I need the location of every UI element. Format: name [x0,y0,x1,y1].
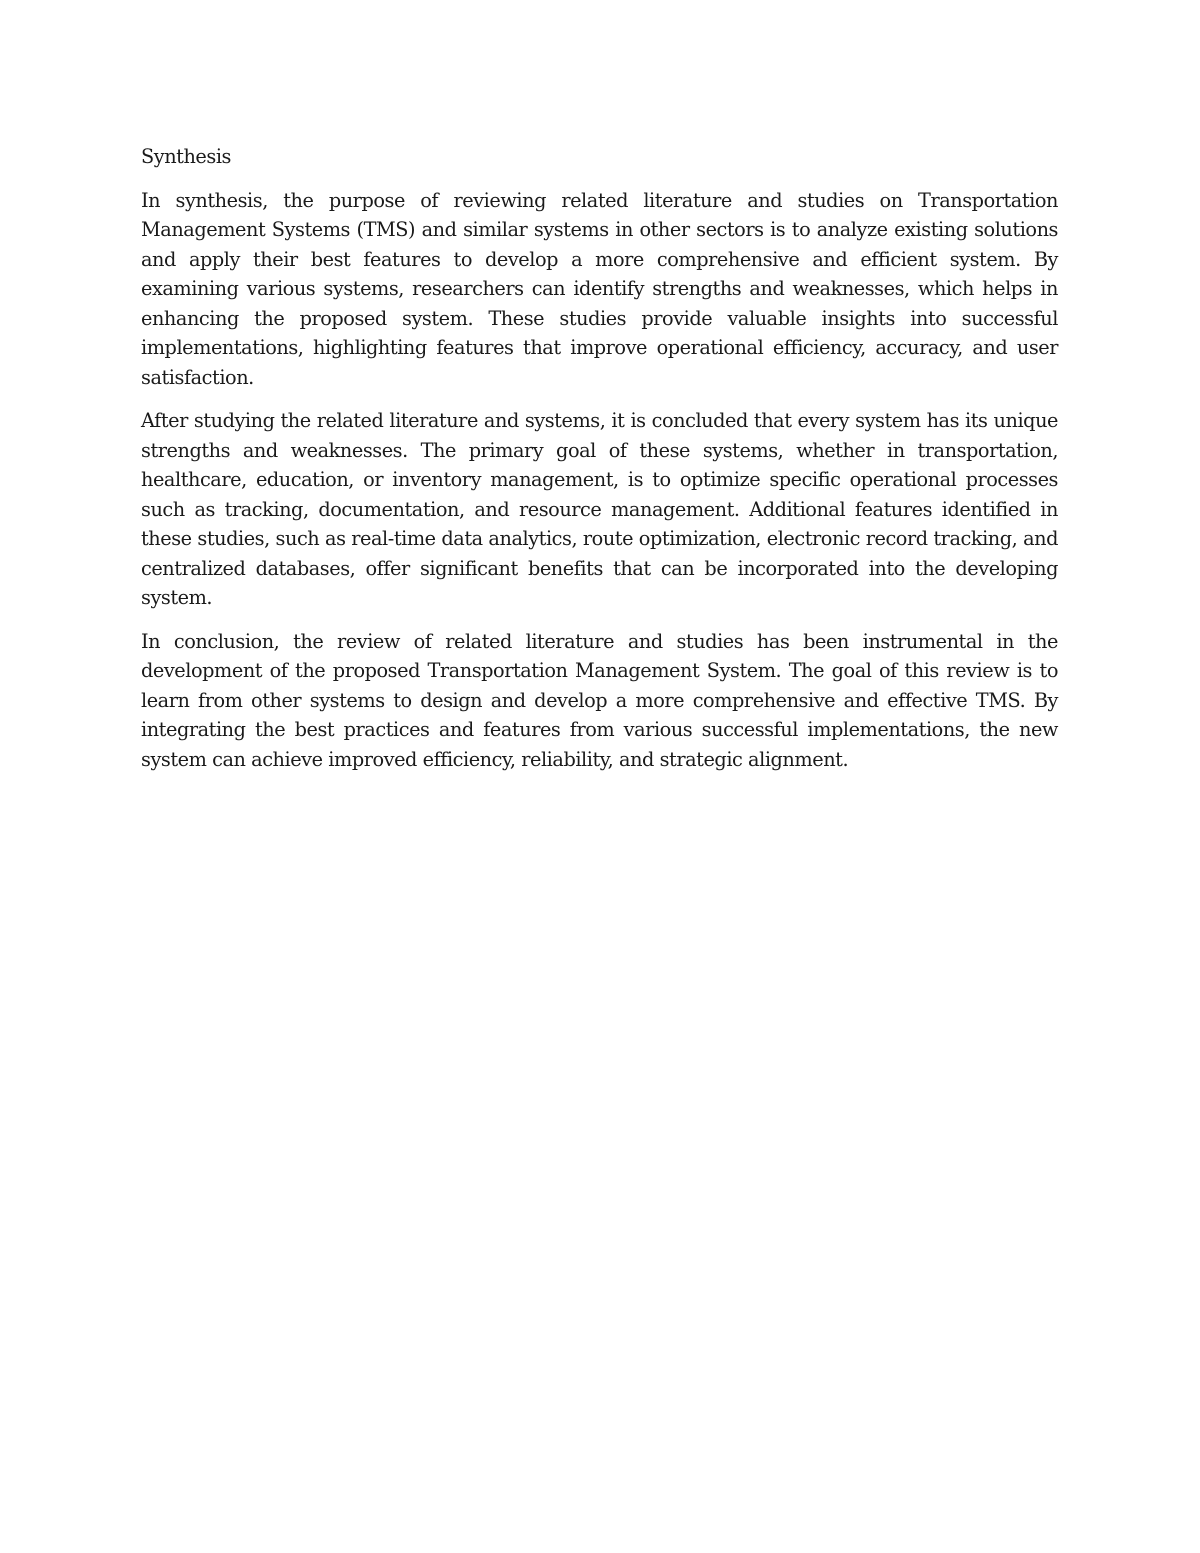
document-heading: Synthesis [141,145,232,168]
paragraph-synthesis: In synthesis, the purpose of reviewing related literature and studies on Transportation Management Systems (TMS) and similar systems in other sectors is to analyze existing solutions and apply their best features to develop a more comprehensive and efficient system. By examining various systems, researchers can identify strengths and weaknesses, which helps in enhancing the proposed system. These studies provide valuable insights into successful implementations, highlighting features that improve operational efficiency, accuracy, and user satisfaction. [141,188,1058,389]
paragraph-findings: After studying the related literature and systems, it is concluded that every system has its unique strengths and weaknesses. The primary goal of these systems, whether in transportation, healthcare, education, or inventory management, is to optimize specific operational processes such as tracking, documentation, and resource management. Additional features identified in these studies, such as real-time data analytics, route optimization, electronic record tracking, and centralized databases, offer significant benefits that can be incorporated into the developing system. [141,409,1058,609]
document-body [141,142,1058,788]
paragraph-conclusion: In conclusion, the review of related literature and studies has been instrumental in the development of the proposed Transportation Management System. The goal of this review is to learn from other systems to design and develop a more comprehensive and effective TMS. By integrating the best practices and features from various successful implementations, the new system can achieve improved efficiency, reliability, and strategic alignment. [141,629,1058,771]
